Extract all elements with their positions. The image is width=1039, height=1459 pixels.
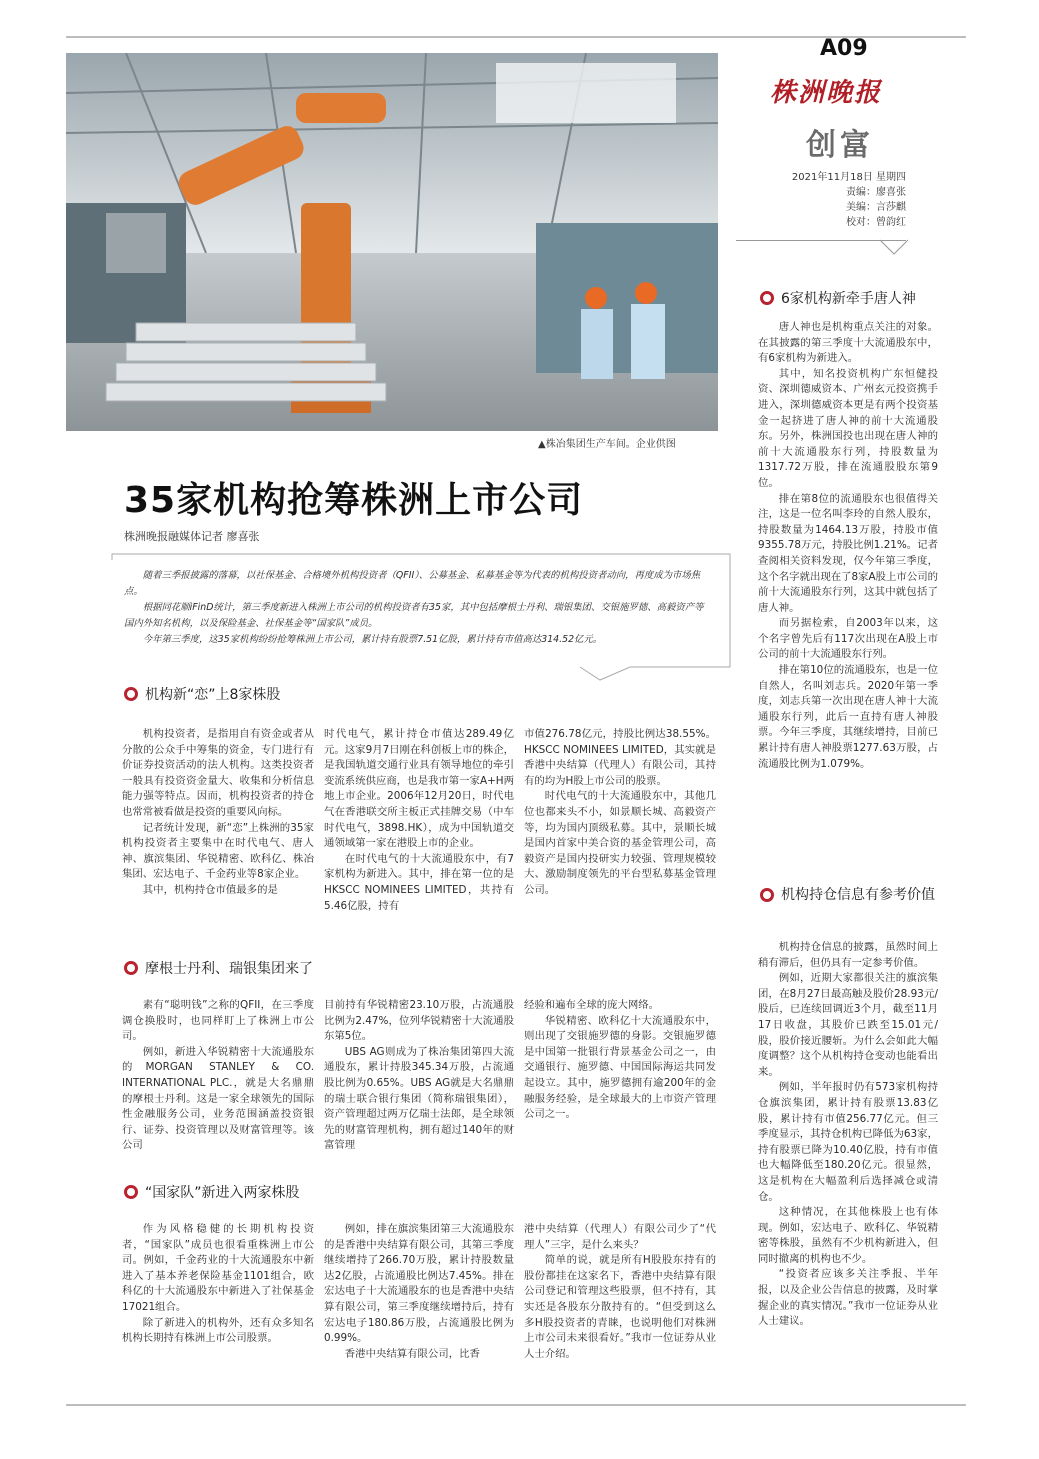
paragraph: 排在第10位的流通股东，也是一位自然人，名叫刘志兵。2020年第一季度，刘志兵第一次出现在唐人神十大流通股东行列，此后一直持有唐人神股票。今年三季度，其继续增持，目前已累计持有唐人神股票1277.63万股，占流通股比例为1.079%。: [758, 664, 938, 770]
section3-col3: [524, 1222, 716, 1362]
section-heading-2: [124, 958, 313, 978]
article-headline: 35家机构抢筹株洲上市公司: [124, 480, 584, 521]
paragraph: 市值276.78亿元，持股比例达38.55%。HKSCC NOMINEES LIMITED，其实就是香港中央结算（代理人）有限公司，其持有的均为H股上市公司的股票。: [524, 728, 716, 787]
paragraph: 港中央结算（代理人）有限公司少了“代理人”三字，是什么来头？: [524, 1223, 716, 1251]
paragraph: 目前持有华锐精密23.10万股，占流通股比例为2.47%，位列华锐精密十大流通股东第5位。: [324, 999, 514, 1043]
paragraph: 机构投资者，是指用自有资金或者从分散的公众手中筹集的资金，专门进行有价证券投资活动的法人机构。这类投资者一般具有投资资金量大、收集和分析信息能力强等特点。因而，机构投资者的持仓也常常被看做是投资的重要风向标。: [122, 728, 314, 818]
paragraph: 例如，新进入华锐精密十大流通股东的MORGAN STANLEY & CO. INTERNATIONAL PLC.，就是大名鼎鼎的摩根士丹利。这是一家全球领先的国际性金融服务公司，业务范围涵盖投资银行、证券、投资管理以及财富管理等。该公司: [122, 1045, 314, 1152]
photo-caption: ▲株冶集团生产车间。企业供图: [538, 439, 676, 450]
factory-illustration: [66, 53, 718, 431]
section4-column: [758, 320, 938, 772]
factory-photo: [66, 53, 718, 431]
section1-col2: [324, 727, 514, 914]
designer-credit: 美编：言莎麒: [846, 202, 906, 213]
section-heading-3: [124, 1182, 300, 1202]
section-bullet-icon: [124, 687, 138, 701]
paragraph: 在时代电气的十大流通股东中，有7家机构为新进入。其中，排在第一位的是HKSCC NOMINEES LIMITED，共持有5.46亿股，持有: [324, 852, 514, 912]
paragraph: 素有“聪明钱”之称的QFII，在三季度调仓换股时，也同样盯上了株洲上市公司。: [122, 999, 314, 1043]
article-lead: [124, 568, 710, 648]
article-byline: 株洲晚报融媒体记者 廖喜张: [124, 530, 260, 543]
section1-col1: [122, 727, 314, 899]
paragraph: “投资者应该多关注季报、半年报，以及企业公告信息的披露，及时掌握企业的真实情况。”我市一位证券从业人士建议。: [758, 1268, 938, 1328]
section-heading-1: [124, 684, 280, 704]
section-title: 机构持仓信息有参考价值: [781, 887, 935, 903]
paragraph: 这种情况，在其他株股上也有体现。例如，宏达电子、欧科亿、华锐精密等株股，虽然有不少机构新进入，但同时撤离的机构也不少。: [758, 1206, 938, 1265]
paragraph: 时代电气，累计持仓市值达289.49亿元。这家9月7日刚在科创板上市的株企，是我国轨道交通行业具有领导地位的牵引变流系统供应商，也是我市第一家A+H两地上市企业。2006年12月20日，时代电气在香港联交所主板正式挂牌交易（中车时代电气，3898.HK），成为中国轨道交通领域第一家在港股上市的企业。: [324, 728, 514, 850]
section2-col2: [324, 998, 514, 1154]
section-heading-5: [760, 886, 936, 904]
editor-credit: 责编：廖喜张: [846, 187, 906, 198]
paragraph: 排在第8位的流通股东也很值得关注，这是一位名叫李玲的自然人股东，持股数量为1464.13万股，持股市值9355.78万元，持股比例1.21%。记者查阅相关资料发现，仅今年第三季度，这个名字就出现在了8家A股上市公司的前十大流通股东行列，这其中就包括了唐人神。: [758, 492, 938, 614]
section-bullet-icon: [760, 291, 774, 305]
section-bullet-icon: [760, 888, 774, 902]
paragraph: 记者统计发现，新“恋”上株洲的35家机构投资者主要集中在时代电气、唐人神、旗滨集团、华锐精密、欧科亿、株冶集团、宏达电子、千金药业等8家企业。: [122, 821, 314, 881]
page-number: A09: [820, 36, 868, 61]
bottom-rule: [66, 1404, 966, 1406]
paragraph: 例如，排在旗滨集团第三大流通股东的是香港中央结算有限公司，其第三季度继续增持了266.70万股，累计持股数量达2亿股，占流通股比例达7.45%。排在宏达电子十大流通股东的也是香港中央结算有限公司，第三季度继续增持后，持有宏达电子180.86万股，占流通股比例为0.99%。: [324, 1223, 514, 1345]
section-name: 创富: [806, 128, 874, 163]
paragraph: 其中，知名投资机构广东恒健投资、深圳德威资本、广州玄元投资携手进入，深圳德威资本更是有两个投资基金一起挤进了唐人神的前十大流通股东。另外，株洲国投也出现在唐人神的前十大流通股东行列，持股数量为1317.72万股，排在流通股股东第9位。: [758, 367, 938, 489]
paragraph: 华锐精密、欧科亿十大流通股东中，则出现了交银施罗德的身影。交银施罗德是中国第一批银行背景基金公司之一，由交通银行、施罗德、中国国际海运共同发起设立。其中，施罗德拥有逾200年的金融服务经验，是全球最大的上市资产管理公司之一。: [524, 1014, 716, 1121]
section2-col3: [524, 998, 716, 1123]
section-title: 6家机构新牵手唐人神: [781, 291, 916, 307]
section2-col1: [122, 998, 314, 1154]
issue-date: 2021年11月18日 星期四: [791, 172, 906, 183]
newspaper-logo: 株洲晚报: [770, 78, 883, 108]
paragraph: 机构持仓信息的披露，虽然时间上稍有滞后，但仍具有一定参考价值。: [758, 941, 938, 969]
section5-column: [758, 940, 938, 1330]
section-bullet-icon: [124, 961, 138, 975]
section1-col3: [524, 727, 716, 899]
paragraph: 例如，半年报时仍有573家机构持仓旗滨集团，累计持有股票13.83亿股，累计持有市值256.77亿元。但三季度显示，其持仓机构已降低为63家，持有股票已降为10.40亿股，持有市值也大幅降低至180.20亿元。很显然，这是机构在大幅盈利后选择减仓或清仓。: [758, 1081, 938, 1203]
paragraph: 香港中央结算有限公司，比香: [344, 1347, 480, 1360]
paragraph: 简单的说，就是所有H股股东持有的股份都挂在这家名下，香港中央结算有限公司登记和管理这些股票，但不持有，其实还是各股东分散持有的。“但受到这么多H股投资者的青睐，也说明他们对株洲上市公司未来很看好。”我市一位证券从业人士介绍。: [524, 1254, 716, 1360]
issue-meta: [760, 170, 906, 230]
section3-col2: [324, 1222, 514, 1362]
paragraph: 唐人神也是机构重点关注的对象。在其披露的第三季度十大流通股东中，有6家机构为新进入。: [758, 321, 938, 365]
lead-paragraph: 根据同花顺iFinD统计，第三季度新进入株洲上市公司的机构投资者有35家，其中包括摩根士丹利、瑞银集团、交银施罗德、高毅资产等国内外知名机构，以及保险基金、社保基金等“国家队”成员。: [124, 602, 704, 629]
masthead-pointer: [880, 236, 910, 258]
paragraph: 例如，近期大家都很关注的旗滨集团，在8月27日最高触及股价28.93元/股后，已连续回调近3个月，截至11月17日收盘，其股价已跌至15.01元/股，股价接近腰斩。为什么会如此大幅度调整？这个从机构持仓变动也能看出来。: [758, 972, 938, 1078]
section-title: 机构新“恋”上8家株股: [145, 687, 281, 703]
section-heading-4: [760, 288, 916, 308]
paragraph: 时代电气的十大流通股东中，其他几位也都来头不小，如景顺长城、高毅资产等，均为国内顶级私募。其中，景顺长城是国内首家中美合资的基金管理公司，高毅资产是国内投研实力较强、管理规模较大、激励制度领先的平台型私募基金管理公司。: [524, 790, 716, 896]
paragraph: 除了新进入的机构外，还有众多知名机构长期持有株洲上市公司股票。: [122, 1316, 314, 1345]
paragraph: 作为风格稳健的长期机构投资者，“国家队”成员也很看重株洲上市公司。例如，千金药业的十大流通股东中新进入了基本养老保险基金1101组合，欧科亿的十大流通股东中新进入了社保基金17021组合。: [122, 1223, 314, 1313]
section-bullet-icon: [124, 1185, 138, 1199]
paragraph: 其中，机构持仓市值最多的是: [142, 883, 278, 896]
paragraph: 而另据检索，自2003年以来，这个名字曾先后有117次出现在A股上市公司的前十大流通股东行列。: [758, 617, 938, 661]
section3-col1: [122, 1222, 314, 1347]
lead-paragraph: 随着三季报披露的落幕，以社保基金、合格境外机构投资者（QFII）、公募基金、私募基金等为代表的机构投资者动向，再度成为市场焦点。: [124, 570, 701, 597]
lead-paragraph: 今年第三季度，这35家机构纷纷抢筹株洲上市公司，累计持有股票7.51亿股，累计持有市值高达314.52亿元。: [142, 634, 603, 645]
section-title: “国家队”新进入两家株股: [145, 1185, 300, 1201]
paragraph: 经验和遍布全球的庞大网络。: [524, 999, 660, 1011]
paragraph: UBS AG则成为了株冶集团第四大流通股东，累计持股345.34万股，占流通股比例为0.65%。UBS AG就是大名鼎鼎的瑞士联合银行集团（简称瑞银集团），资产管理超过两万亿瑞士法郎，是全球领先的财富管理机构，拥有超过140年的财富管理: [324, 1045, 514, 1152]
section-title: 摩根士丹利、瑞银集团来了: [145, 961, 313, 977]
proofreader-credit: 校对：曾韵红: [846, 217, 906, 228]
